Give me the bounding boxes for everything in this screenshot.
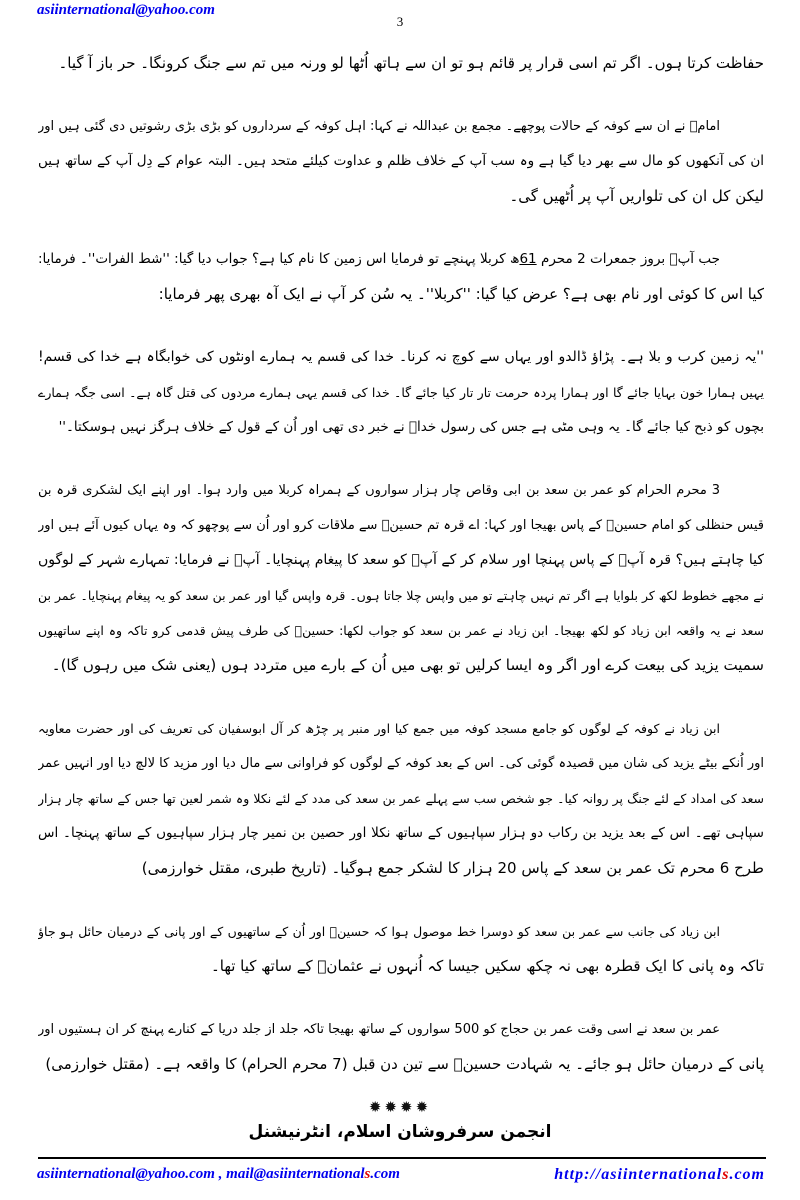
text-segment: ھ کربلا پہنچے تو فرمایا اس زمین کا نام کیا ہے؟ جواب دیا گیا: ''شط الفرات''۔ فرمایا: (38, 251, 520, 267)
text-line: عمر بن سعد نے اسی وقت عمر بن حجاج کو 500 سواروں کے ساتھ بھیجا تاکہ جلد از جلد دریا کے کنارے پہنچ کر ان ہستیوں اور (38, 1022, 721, 1037)
text-line (38, 242, 764, 277)
text-line: سعد نے یہ واقعہ ابن زیاد کو لکھ بھیجا۔ ابن زیاد نے عمر بن سعد کو جواب لکھا: حسینؑ کی طرف پیش قدمی کرو تاکہ وہ اپنے ساتھیوں (38, 623, 764, 638)
url-prefix: http://asiinternational (554, 1166, 723, 1183)
text-line: سپاہی تھے۔ اس کے بعد یزید بن رکاب دو ہزار سپاہیوں کے ساتھ نکلا اور حصین بن نمیر چار ہزار سپاہیوں کے ساتھ پہنچا۔ اس (38, 825, 764, 841)
email-2-suffix: .com (370, 1166, 400, 1182)
text-line: پانی کے درمیان حائل ہو جائے۔ یہ شہادت حسینؑ سے تین دن قبل (7 محرم الحرام) کا واقعہ ہے۔ (مقتل خوارزمی) (45, 1055, 764, 1073)
email-2-prefix: mail@asiinternational (226, 1166, 365, 1182)
footer-website-link[interactable] (554, 1166, 765, 1184)
organization-name: انجمن سرفروشان اسلام، انٹرنیشنل (248, 1122, 552, 1142)
paragraph-8 (38, 1012, 764, 1082)
footer-email-1-link[interactable]: asiinternational@yahoo.com (37, 1166, 215, 1182)
paragraph-5 (38, 473, 764, 683)
text-line: ''یہ زمین کرب و بلا ہے۔ پڑاؤ ڈالدو اور یہاں سے کوچ نہ کرنا۔ خدا کی قسم یہ ہمارے اونٹوں کی خوابگاہ ہے خدا کی قسم! (38, 349, 764, 365)
url-suffix: .com (729, 1166, 765, 1183)
paragraph-6 (38, 711, 764, 886)
text-line: قیس حنظلی کو امام حسینؑ کے پاس بھیجا اور کہا: اے قرہ تم حسینؑ سے ملاقات کرو اور اُن سے پوچھو کہ وہ یہاں کیوں آئے ہیں اور (38, 518, 764, 533)
email-2-red-letter: s (364, 1166, 371, 1182)
text-line: نے مجھے خطوط لکھ کر بلوایا ہے اگر تم نہیں چاہتے تو میں واپس چلا جاتا ہوں۔ قرہ واپس گیا اور عمر بن سعد کو یہ پیغام پہنچایا۔ عمر بن (38, 588, 764, 603)
paragraph-3 (38, 242, 764, 312)
text-line: کیا چاہتے ہیں؟ قرہ آپؑ کے پاس پہنچا اور سلام کر کے آپؑ کو سعد کا پیغام پہنچایا۔ آپؑ نے فرمایا: تمہارے شہر کے لوگوں (38, 552, 764, 568)
star-ornament-icon: ✹ (400, 1098, 416, 1116)
text-line: ابن زیاد کی جانب سے عمر بن سعد کو دوسرا خط موصول ہوا کہ حسینؑ اور اُن کے ساتھیوں کے اور پانی کے درمیان حائل ہو جاؤ (38, 924, 720, 939)
text-line: ان کی آنکھوں کو مال سے بھر دیا گیا ہے وہ سب آپ کے خلاف ظلم و عداوت کیلئے متحد ہیں۔ البتہ عوام کے دِل آپ کے ساتھ ہیں (38, 153, 764, 169)
text-line: طرح 6 محرم تک عمر بن سعد کے پاس 20 ہزار کا لشکر جمع ہوگیا۔ (تاریخ طبری، مقتل خوارزمی) (141, 859, 764, 877)
text-line: 3 محرم الحرام کو عمر بن سعد بن ابی وقاص چار ہزار سواروں کے ہمراہ کربلا میں وارد ہوا۔ اور اپنے ایک لشکری قرہ بن (38, 483, 720, 498)
text-line: امامؑ نے ان سے کوفہ کے حالات پوچھے۔ مجمع بن عبداللہ نے کہا: اہل کوفہ کے سرداروں کو بڑی بڑی رشوتیں دی گئی ہیں اور (38, 119, 720, 134)
url-red-letter: s (722, 1166, 730, 1183)
star-ornament-icon: ✹ (384, 1098, 400, 1116)
text-line: لیکن کل ان کی تلواریں آپ پر اُٹھیں گی۔ (509, 187, 764, 205)
paragraph-4-quote (38, 340, 764, 445)
text-line: سمیت یزید کی بیعت کرے اور اگر وہ ایسا کرلیں تو بھی میں اُن کے بارے میں متردد ہوں (یعنی شک میں رہوں گا)۔ (51, 656, 764, 674)
footer-separator: , (214, 1166, 227, 1182)
header-email-link[interactable]: asiinternational@yahoo.com (37, 2, 215, 18)
footer-email-2-link[interactable] (226, 1166, 400, 1182)
text-line: یہیں ہمارا خون بہایا جائے گا اور ہمارا پردہ حرمت تار تار کیا جائے گا۔ خدا کی قسم یہی ہمارے مردوں کی قتل گاہ ہے۔ اسی جگہ ہمارے (38, 385, 764, 400)
star-ornament-icon: ✹ (368, 1098, 385, 1116)
text-line: ابن زیاد نے کوفہ کے لوگوں کو جامع مسجد کوفہ میں جمع کیا اور منبر پر چڑھ کر آل ابوسفیان کی تعریف کی اور حضرت معاویہ (38, 721, 720, 736)
star-ornament-icon: ✹ (415, 1098, 432, 1116)
page-number: 3 (396, 14, 404, 29)
document-body (38, 46, 764, 1110)
footer-divider (38, 1157, 766, 1159)
text-line: حفاظت کرتا ہوں۔ اگر تم اسی قرار پر قائم ہو تو ان سے ہاتھ اُٹھا لو ورنہ میں تم سے جنگ کرونگا۔ حر باز آ گیا۔ (58, 54, 764, 72)
footer-emails (37, 1166, 400, 1183)
text-line: تاکہ وہ پانی کا ایک قطرہ بھی نہ چکھ سکیں جیسا کہ اُنہوں نے عثمانؓ کے ساتھ کیا تھا۔ (210, 957, 764, 975)
underlined-year: 61 (519, 251, 537, 267)
paragraph-7 (38, 914, 764, 984)
text-segment: جب آپؑ بروز جمعرات 2 محرم (536, 251, 720, 267)
text-line: اور اُنکے بیٹے یزید کی شان میں قصیدہ گوئی کی۔ اس کے بعد کوفہ کے لوگوں کو فراوانی سے مال دیا اور مزید کا لالچ دیا اور انہیں عمر (38, 756, 764, 771)
paragraph-2 (38, 109, 764, 214)
star-ornaments-icon (0, 1098, 800, 1116)
text-line: بچوں کو ذبح کیا جائے گا۔ یہ وہی مٹی ہے جس کی رسول خداؐ نے خبر دی تھی اور اُن کے قول کے خلاف ہرگز نہیں ہوسکتا۔'' (58, 419, 764, 435)
text-line: سعد کی امداد کے لئے جنگ پر روانہ کیا۔ جو شخص سب سے پہلے عمر بن سعد کی مدد کے لئے نکلا وہ شمر لعین تھا جس کے ساتھ چار ہزار (38, 791, 764, 806)
text-line: کیا اس کا کوئی اور نام بھی ہے؟ عرض کیا گیا: ''کربلا''۔ یہ سُن کر آپ نے ایک آہ بھری پھر فرمایا: (158, 285, 764, 303)
paragraph-1 (38, 46, 764, 81)
